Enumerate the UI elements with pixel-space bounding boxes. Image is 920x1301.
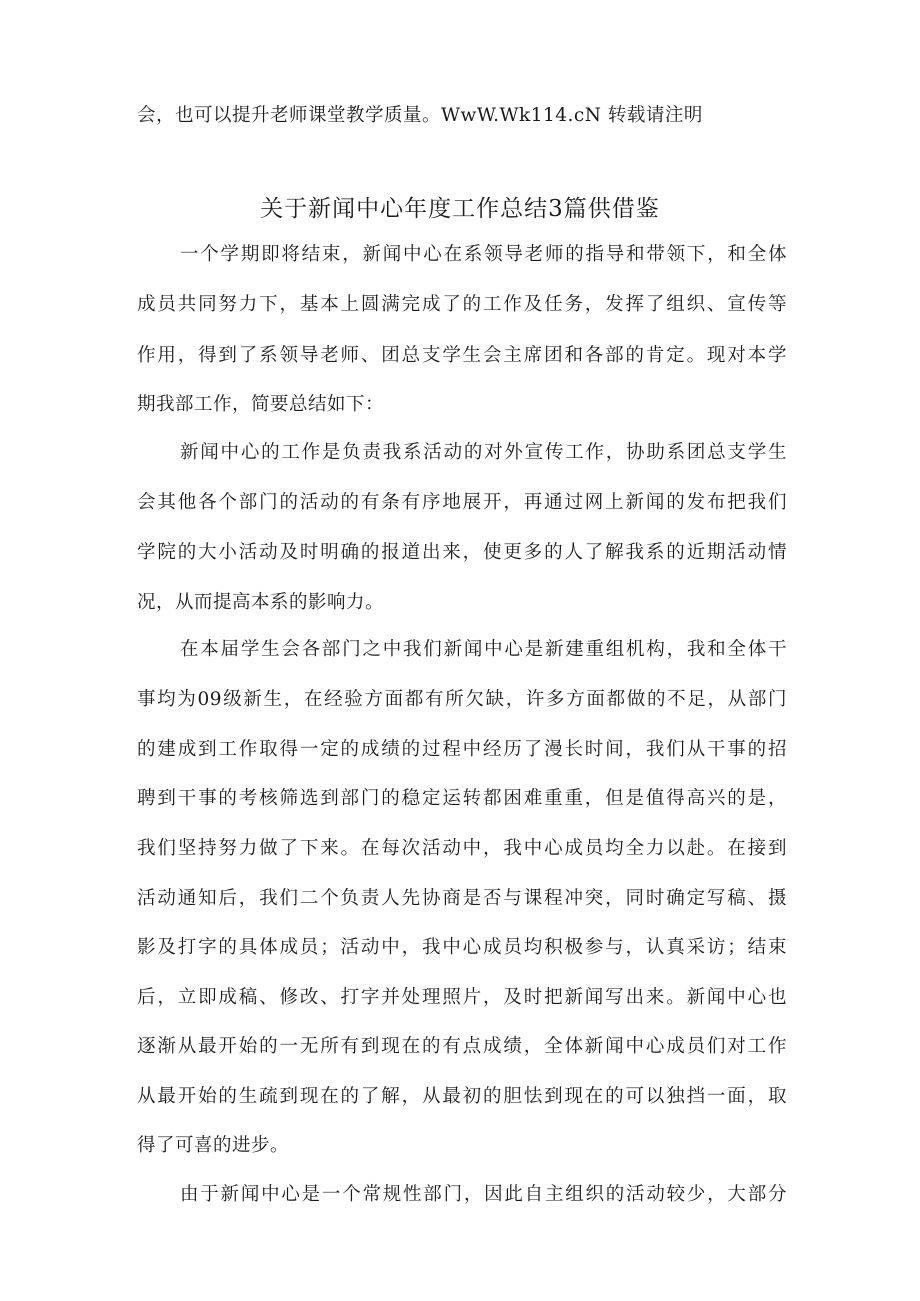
paragraph-line: 况，从而提高本系的影响力。 (137, 592, 385, 613)
paragraph-line: 活动通知后，我们二个负责人先协商是否与课程冲突，同时确定写稿、摄 (137, 888, 787, 909)
paragraph-line: 我们坚持努力做了下来。在每次活动中，我中心成员均全力以赴。在接到 (137, 838, 787, 859)
paragraph-line: 期我部工作，简要总结如下： (137, 394, 385, 415)
paragraph-line: 影及打字的具体成员；活动中，我中心成员均积极参与，认真采访；结束 (137, 937, 787, 958)
paragraph-line: 新闻中心的工作是负责我系活动的对外宣传工作，协助系团总支学生 (180, 442, 787, 463)
paragraph-line: 事均为09级新生，在经验方面都有所欠缺，许多方面都做的不足，从部门 (137, 689, 787, 710)
paragraph-line: 学院的大小活动及时明确的报道出来，使更多的人了解我系的近期活动情 (137, 542, 787, 563)
paragraph-line: 会其他各个部门的活动的有条有序地展开，再通过网上新闻的发布把我们 (137, 492, 787, 513)
paragraph-line: 的建成到工作取得一定的成绩的过程中经历了漫长时间，我们从干事的招 (137, 739, 787, 760)
paragraph-line: 聘到干事的考核筛选到部门的稳定运转都困难重重，但是值得高兴的是， (137, 788, 787, 809)
paragraph-line: 从最开始的生疏到现在的了解，从最初的胆怯到现在的可以独挡一面，取 (137, 1086, 787, 1107)
paragraph-line: 成员共同努力下，基本上圆满完成了的工作及任务，发挥了组织、宣传等 (137, 294, 787, 315)
lead-line: 会，也可以提升老师课堂教学质量。WwW.Wk114.cN 转载请注明 (137, 105, 703, 126)
paragraph-line: 逐渐从最开始的一无所有到现在的有点成绩，全体新闻中心成员们对工作 (137, 1036, 787, 1057)
paragraph-line: 作用，得到了系领导老师、团总支学生会主席团和各部的肯定。现对本学 (137, 345, 787, 366)
paragraph-line: 在本届学生会各部门之中我们新闻中心是新建重组机构，我和全体干 (180, 639, 787, 660)
paragraph-line: 得了可喜的进步。 (137, 1135, 290, 1156)
document-title: 关于新闻中心年度工作总结3篇供借鉴 (260, 196, 660, 222)
paragraph-line: 一个学期即将结束，新闻中心在系领导老师的指导和带领下，和全体 (180, 244, 787, 265)
paragraph-line: 后，立即成稿、修改、打字并处理照片，及时把新闻写出来。新闻中心也 (137, 987, 787, 1008)
paragraph-line: 由于新闻中心是一个常规性部门，因此自主组织的活动较少，大部分 (180, 1184, 787, 1205)
